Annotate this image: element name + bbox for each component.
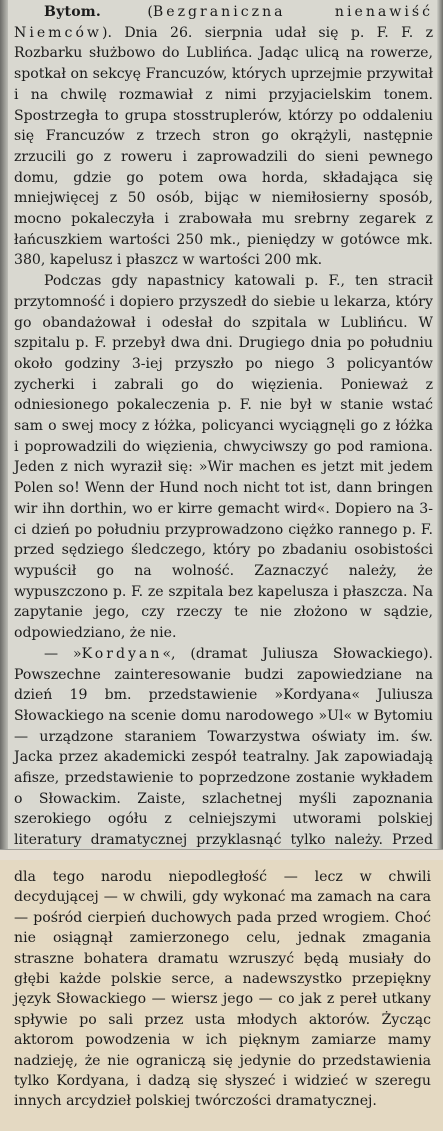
spaced-title: Bezgraniczna nienawiść Niemców bbox=[14, 4, 433, 41]
article-heading: Bytom. bbox=[44, 4, 102, 20]
paragraph-kordyan-body: «, (dramat Juliusza Słowackiego). Powszechne zainteresowanie budzi zapowiedziane na dzień 19 bm. przedstawienie »Kordyana« Juliusza Słowackiego na scenie domu narodowego »Ul« w Bytomiu — urządzone staraniem Towarzystwa oświaty im. św. Jacka przez akademicki zespół teatralny. Jak zapowiadają afisze, przedstawienie to poprzedzone zostanie wykładem o Słowackim. Zaiste, szlachetnej myśli zapoznania szerokiego ogółu z celniejszymi utworami polskiej literatury dramatycznej przyklasnąć tylko należy. Przed bbox=[14, 645, 433, 849]
kordyan-spaced: Kordyan bbox=[81, 645, 163, 662]
paragraph-kordyan bbox=[14, 644, 433, 849]
left-page-edge bbox=[0, 0, 8, 849]
kordyan-dash: — » bbox=[44, 645, 82, 662]
upper-article-text bbox=[14, 2, 433, 849]
paragraph-bytom bbox=[14, 2, 433, 271]
heading-paren: ( bbox=[101, 4, 153, 20]
lower-column-clipping bbox=[0, 860, 443, 1131]
right-page-edge bbox=[437, 0, 443, 849]
paragraph-continuation: dla tego narodu niepodległość — lecz w chwili decydującej — w chwili, gdy wykonać ma zamach na cara — pośród cierpień duchowych pada przed wrogiem. Choć nie osiągnął zamierzonego celu, jednak zmagania straszne bohatera dramatu wzruszyć będą musiały do głębi każde polskie serce, a nadewszystko przepiękny język Słowackiego — wiersz jego — co jak z pereł utkany spływie po sali przez usta młodych aktorów. Życząc aktorom powodzenia w ich pięknym zamiarze mamy nadzieję, że nie ograniczą się jedynie do przedstawienia tylko Kordyana, i dadzą się słyszeć i widzieć w szeregu innych arcydzieł polskiej twórczości dramatycznej. bbox=[14, 869, 431, 1110]
paragraph-hospital: Podczas gdy napastnicy katowali p. F., ten stracił przytomność i dopiero przyszedł do siebie u lekarza, który go obandażował i odesłał do szpitala w Lublińcu. W szpitalu p. F. przebył dwa dni. Drugiego dnia po południu około godziny 3-iej przyszło po niego 3 policyantów zycherki i zabrali go do więzienia. Ponieważ z odniesionego pokaleczenia p. F. nie był w stanie wstać sam o swej mocy z łóżka, policyanci wyciągnęli go z łóżka i poprowadzili do więzienia, chwyciwszy go pod ramiona. Jeden z nich wyraził się: »Wir machen es jetzt mit jedem Polen so! Wenn der Hund noch nicht tot ist, dann bringen wir ihn dorthin, wo er kirre gemacht wird«. Dopiero na 3-ci dzień po południu przyprowadzono ciężko rannego p. F. przed sędziego śledczego, który po zbadaniu osobistości wypuścił go na wolność. Zaznaczyć należy, że wypuszczono p. F. ze szpitala bez kapelusza i płaszcza. Na zapytanie jego, czy rzeczy te nie złożono w sądzie, odpowiedziano, że nie. bbox=[14, 273, 433, 642]
lower-article-text bbox=[14, 867, 431, 1112]
paragraph-bytom-body: ). Dnia 26. sierpnia udał się p. F. F. z Rozbarku służbowo do Lublińca. Jadąc ulicą na rowerze, spotkał on sekcyę Francuzów, których uprzejmie przywitał i na chwilę rozmawiał z nimi przyjacielskim tonem. Spostrzegła to grupa stosstruplerów, którzy po oddaleniu się Francuzów z trzech stron go okrążyli, następnie zrzucili go z roweru i zaprowadzili do sieni pewnego domu, gdzie go potem owa horda, składająca się mniejwięcej z 50 osób, bijąc w niemiłosierny sposób, mocno pokaleczyła i zrabowała mu srebrny zegarek z łańcuszkiem wartości 250 mk., pieniędzy w gotówce mk. 380, kapelusz i płaszcz w wartości 200 mk. bbox=[14, 24, 433, 269]
